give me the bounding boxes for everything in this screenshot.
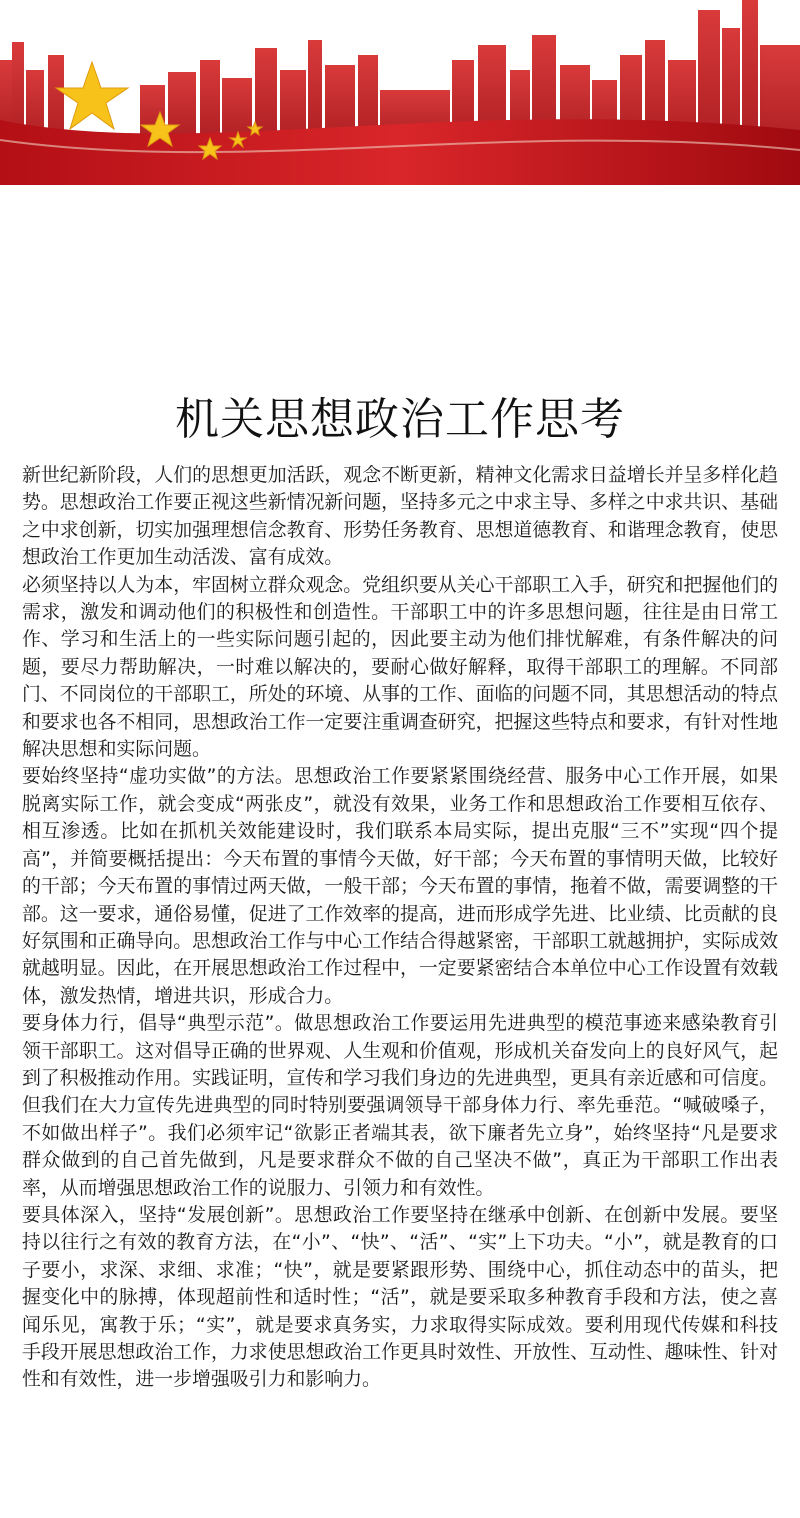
page-title: 机关思想政治工作思考	[175, 394, 625, 445]
header-banner-skyline	[0, 0, 800, 185]
paragraph: 要身体力行，倡导“典型示范”。做思想政治工作要运用先进典型的模范事迹来感染教育引领干部职工。这对倡导正确的世界观、人生观和价值观，形成机关奋发向上的良好风气，起到了积极推动作用。实践证明，宣传和学习我们身边的先进典型，更具有亲近感和可信度。但我们在大力宣传先进典型的同时特别要强调领导干部身体力行、率先垂范。“喊破嗓子，不如做出样子”。我们必须牢记“欲影正者端其表，欲下廉者先立身”，始终坚持“凡是要求群众做到的自己首先做到，凡是要求群众不做的自己坚决不做”，真正为干部职工作出表率，从而增强思想政治工作的说服力、引领力和有效性。	[22, 1012, 778, 1199]
paragraph: 必须坚持以人为本，牢固树立群众观念。党组织要从关心干部职工入手，研究和把握他们的需求，激发和调动他们的积极性和创造性。干部职工中的许多思想问题，往往是由日常工作、学习和生活上的一些实际问题引起的，因此要主动为他们排忧解难，有条件解决的问题，要尽力帮助解决，一时难以解决的，要耐心做好解释，取得干部职工的理解。不同部门、不同岗位的干部职工，所处的环境、从事的工作、面临的问题不同，其思想活动的特点和要求也各不相同，思想政治工作一定要注重调查研究，把握这些特点和要求，有针对性地解决思想和实际问题。	[22, 573, 778, 761]
city-skyline	[0, 0, 800, 140]
paragraph: 要始终坚持“虚功实做”的方法。思想政治工作要紧紧围绕经营、服务中心工作开展，如果脱离实际工作，就会变成“两张皮”，就没有效果，业务工作和思想政治工作要相互依存、相互渗透。比如在抓机关效能建设时，我们联系本局实际，提出克服“三不”实现“四个提高”，并简要概括提出：今天布置的事情今天做，好干部；今天布置的事情明天做，比较好的干部；今天布置的事情过两天做，一般干部；今天布置的事情，拖着不做，需要调整的干部。这一要求，通俗易懂，促进了工作效率的提高，进而形成学先进、比业绩、比贡献的良好氛围和正确导向。思想政治工作与中心工作结合得越紧密，干部职工就越拥护，实际成效就越明显。因此，在开展思想政治工作过程中，一定要紧密结合本单位中心工作设置有效载体，激发热情，增进共识，形成合力。	[22, 765, 778, 1007]
red-ribbon-wave	[0, 119, 800, 185]
paragraph: 要具体深入，坚持“发展创新”。思想政治工作要坚持在继承中创新、在创新中发展。要坚持以往行之有效的教育方法，在“小”、“快”、“活”、“实”上下功夫。“小”，就是教育的口子要小，求深、求细、求准；“快”，就是要紧跟形势、围绕中心，抓住动态中的苗头，把握变化中的脉搏，体现超前性和适时性；“活”，就是要采取多种教育手段和方法，使之喜闻乐见，寓教于乐；“实”，就是要求真务实，力求取得实际成效。要利用现代传媒和科技手段开展思想政治工作，力求使思想政治工作更具时效性、开放性、互动性、趣味性、针对性和有效性，进一步增强吸引力和影响力。	[22, 1203, 778, 1391]
article-body	[22, 462, 778, 1394]
paragraph: 新世纪新阶段，人们的思想更加活跃，观念不断更新，精神文化需求日益增长并呈多样化趋势。思想政治工作要正视这些新情况新问题，坚持多元之中求主导、多样之中求共识、基础之中求创新，切实加强理想信念教育、形势任务教育、思想道德教育、和谐理念教育，使思想政治工作更加生动活泼、富有成效。	[22, 464, 778, 569]
